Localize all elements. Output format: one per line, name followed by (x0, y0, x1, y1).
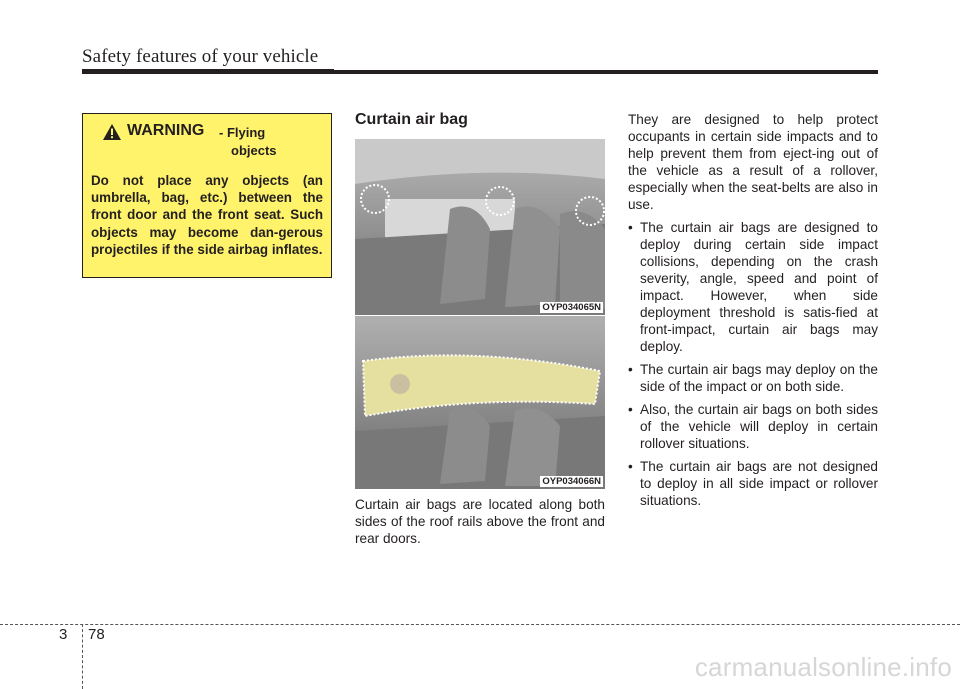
bullet-marker: • (628, 459, 633, 474)
footer-divider (82, 624, 83, 689)
warning-body: Do not place any objects (an umbrella, bag, etc.) between the front door and the front seat. Such objects may become dan-gerous projectiles if the side airbag inflates. (91, 173, 323, 257)
header-rule-accent (82, 69, 334, 74)
warning-header (91, 122, 323, 166)
figure-code: OYP034066N (542, 476, 601, 487)
bullet-text: The curtain air bags are designed to deploy during certain side impact collisions, depending on the crash severity, angle, speed and point of impact. However, when side deployment threshold is satis-fied at front-impact, curtain air bags may deploy. (640, 220, 878, 354)
page-header-title: Safety features of your vehicle (82, 46, 319, 67)
bullet-marker: • (628, 362, 633, 377)
list-item (628, 361, 878, 395)
figure-curtain-airbag-deployed (355, 316, 605, 489)
bullet-marker: • (628, 402, 633, 417)
section-title: Curtain air bag (355, 111, 468, 128)
right-column (628, 111, 878, 515)
vehicle-interior-illustration (355, 139, 605, 315)
figure-curtain-airbag-locations (355, 139, 605, 315)
footer-rule (0, 624, 960, 625)
bullet-marker: • (628, 220, 633, 235)
list-item (628, 401, 878, 452)
chapter-number: 3 (59, 626, 68, 643)
airbag-location-paragraph: Curtain air bags are located along both sides of the roof rails above the front and rear doors. (355, 497, 605, 546)
watermark: carmanualsonline.info (694, 652, 952, 682)
warning-box (82, 113, 332, 278)
list-item (628, 458, 878, 509)
warning-subtitle: - Flying (219, 125, 266, 140)
bullet-text: Also, the curtain air bags on both sides of the vehicle will deploy in certain rollover situations. (640, 402, 878, 451)
intro-paragraph: They are designed to help protect occupants in certain side impacts and to help prevent them from eject-ing out of the vehicle as a result of a rollover, especially when the seat-belts are also in use. (628, 112, 878, 212)
page-number: 78 (88, 626, 105, 643)
figure-code: OYP034065N (542, 302, 601, 313)
bullet-text: The curtain air bags are not designed to deploy in all side impact or rollover situations. (640, 459, 878, 508)
warning-label: WARNING (127, 122, 205, 139)
deployed-airbag-illustration (355, 316, 605, 489)
bullet-text: The curtain air bags may deploy on the side of the impact or on both side. (640, 362, 878, 394)
warning-subtitle-cont: objects (231, 143, 277, 158)
list-item (628, 219, 878, 355)
warning-triangle-icon (103, 124, 121, 140)
